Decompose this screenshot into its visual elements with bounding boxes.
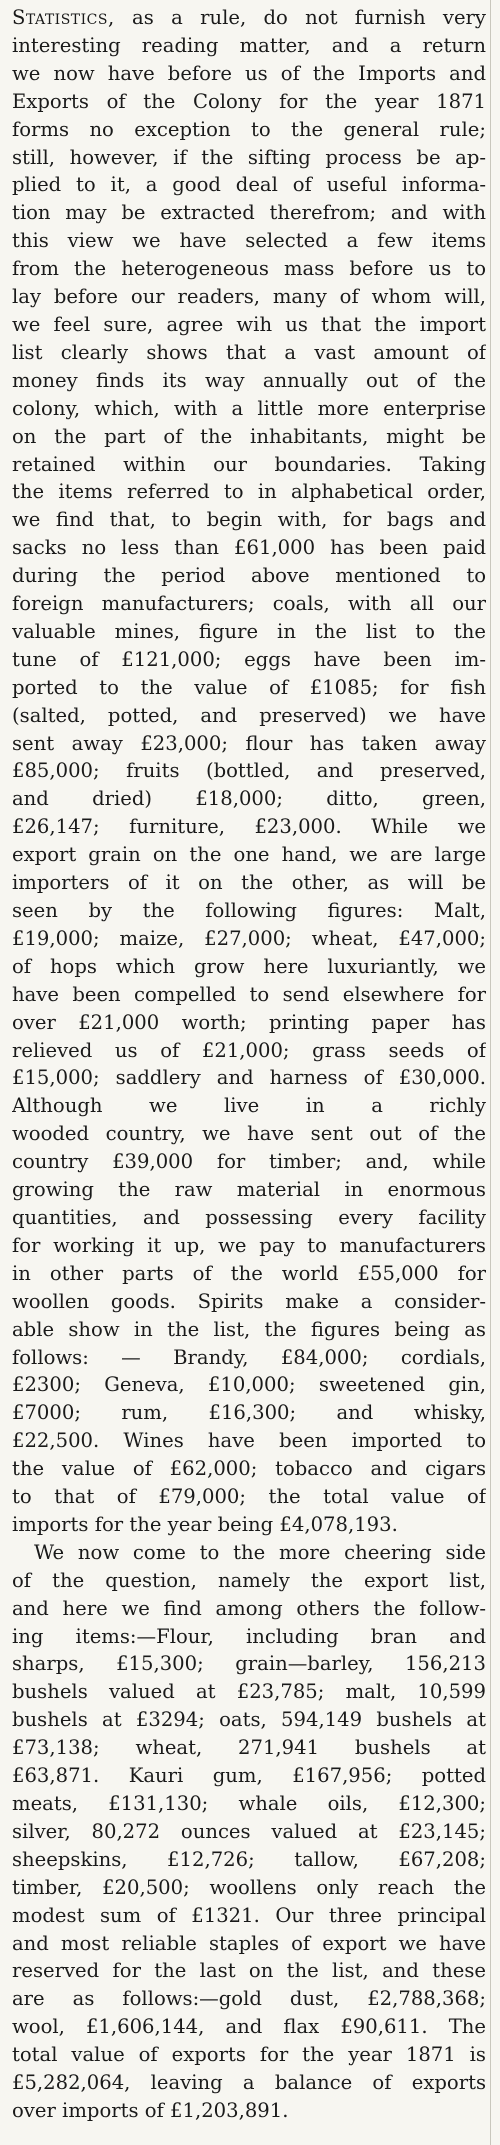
text-line [12,2041,486,2069]
text-line [12,1790,486,1818]
text-line [12,2097,486,2125]
text-line-content: forms no exception to the general rule; [12,117,486,141]
text-line-content: retained within our boundaries. Taking [12,452,486,476]
text-line [12,227,486,255]
paragraph-exports [12,1539,486,2125]
text-line [12,1176,486,1204]
text-line-content: wooded country, we have sent out of the [12,1122,486,1146]
text-line-content: and here we find among others the follow- [12,1596,486,1620]
text-line [12,60,486,88]
text-line [12,255,486,283]
text-line-content: Although we live in a richly [12,1094,486,1118]
text-line [12,730,486,758]
text-line-content: over imports of £1,203,891. [12,2098,289,2122]
text-line [12,451,486,479]
text-line-content: plied to it, a good deal of useful informa- [12,173,486,197]
text-line-content: sent away £23,000; flour has taken away [12,731,486,755]
text-line-content: sharps, £15,300; grain—barley, 156,213 [12,1652,486,1676]
text-line-content: this view we have selected a few items [12,229,486,253]
text-line [12,1957,486,1985]
text-line-content: total value of exports for the year 1871 is [12,2043,486,2067]
text-line [12,590,486,618]
text-line-content: lay before our readers, many of whom will, [12,285,486,309]
text-line-content: bushels valued at £23,785; malt, 10,599 [12,1680,486,1704]
text-line-content: growing the raw material in enormous [12,1178,486,1202]
text-line-content: foreign manufacturers; coals, with all our [12,592,486,616]
text-line [12,562,486,590]
text-line [12,116,486,144]
text-line [12,646,486,674]
text-line-content: during the period above mentioned to [12,564,486,588]
text-line-content: the items referred to in alphabetical order, [12,480,486,504]
text-line-content: Exports of the Colony for the year 1871 [12,89,486,113]
text-line [12,981,486,1009]
text-line-content: the value of £62,000; tobacco and cigars [12,1457,486,1481]
text-line-content: sheepskins, £12,726; tallow, £67,208; [12,1847,486,1871]
text-line [12,199,486,227]
text-line [12,1762,486,1790]
text-line-content: valuable mines, figure in the list to the [12,619,486,643]
text-line-content: export grain on the one hand, we are large [12,843,486,867]
text-line-content: importers of it on the other, as will be [12,871,486,895]
text-line-content: for working it up, we pay to manufacturers [12,1233,486,1257]
text-line [12,32,486,60]
text-line-content: sacks no less than £61,000 has been paid [12,536,486,560]
text-line-content: of the question, namely the export list, [12,1568,486,1592]
text-line-content: £2300; Geneva, £10,000; sweetened gin, [12,1373,486,1397]
text-line [12,1260,486,1288]
text-line [12,395,486,423]
text-line [12,1539,486,1567]
text-line [12,1678,486,1706]
text-line-content: wool, £1,606,144, and flax £90,611. The [12,2015,486,2039]
text-line-content: imports for the year being £4,078,193. [12,1512,398,1536]
text-line [12,618,486,646]
text-line [12,4,486,32]
text-line-content: (salted, potted, and preserved) we have [12,703,486,727]
text-line [12,1511,486,1539]
text-line-content: tion may be extracted therefrom; and with [12,201,486,225]
text-line [12,311,486,339]
text-line [12,869,486,897]
text-line [12,1985,486,2013]
text-line-content: follows: — Brandy, £84,000; cordials, [12,1345,486,1369]
text-line [12,1623,486,1651]
text-line-content: relieved us of £21,000; grass seeds of [12,1038,486,1062]
text-line-content: we now have before us of the Imports and [12,61,486,85]
text-line-content: £26,147; furniture, £23,000. While we [12,815,486,839]
text-line [12,757,486,785]
lead-word: Statistics, [12,6,115,29]
text-line [12,1009,486,1037]
text-line-content: from the heterogeneous mass before us to [12,257,486,281]
text-line-content: reserved for the last on the list, and these [12,1959,486,1983]
text-line [12,171,486,199]
text-line [12,2013,486,2041]
text-line-content: interesting reading matter, and a return [12,33,486,57]
text-line [12,841,486,869]
text-line [12,1483,486,1511]
text-line-content: and most reliable staples of export we have [12,1931,486,1955]
text-line-content: are as follows:—gold dust, £2,788,368; [12,1987,486,2011]
text-line-content: quantities, and possessing every facility [12,1205,486,1229]
text-line-content: tune of £121,000; eggs have been im- [12,647,486,671]
text-line-content: bushels at £3294; oats, 594,149 bushels at [12,1708,486,1732]
text-line-content: over £21,000 worth; printing paper has [12,1010,486,1034]
text-line-content: £85,000; fruits (bottled, and preserved, [12,759,486,783]
text-line-content: we find that, to begin with, for bags and [12,508,486,532]
text-line-content: timber, £20,500; woollens only reach the [12,1875,486,1899]
text-line-content: meats, £131,130; whale oils, £12,300; [12,1792,486,1815]
text-line [12,1567,486,1595]
text-line-content: in other parts of the world £55,000 for [12,1261,486,1285]
text-line-content: on the part of the inhabitants, might be [12,424,486,448]
text-line-content: woollen goods. Spirits make a consider- [12,1289,486,1313]
text-line [12,534,486,562]
text-line [12,674,486,702]
text-line-content: to that of £79,000; the total value of [12,1485,486,1509]
text-line [12,1148,486,1176]
text-line [12,1120,486,1148]
text-line [12,283,486,311]
text-line [12,1455,486,1483]
text-line-content: as a rule, do not furnish very [114,6,486,29]
text-line [12,339,486,367]
text-line [12,1734,486,1762]
text-line-content: seen by the following figures: Malt, [12,899,486,922]
text-line [12,1874,486,1902]
text-line-content: money finds its way annually out of the [12,368,486,392]
column-rule [490,0,491,2145]
paragraph-imports [12,4,486,1539]
text-line-content: colony, which, with a little more enterprise [12,396,486,420]
text-line [12,813,486,841]
text-line-content: £19,000; maize, £27,000; wheat, £47,000; [12,926,486,950]
text-line-content: £5,282,064, leaving a balance of exports [12,2071,486,2095]
text-line [12,702,486,730]
text-line-content: £22,500. Wines have been imported to [12,1429,486,1453]
text-line-content: We now come to the more cheering side [34,1540,486,1564]
text-line-content: list clearly shows that a vast amount of [12,340,486,364]
text-line [12,88,486,116]
text-line [12,1706,486,1734]
text-line-content: £15,000; saddlery and harness of £30,000. [12,1066,486,1090]
text-line [12,1902,486,1930]
text-line-content: of hops which grow here luxuriantly, we [12,954,486,978]
text-line [12,1399,486,1427]
text-line [12,478,486,506]
text-line [12,1818,486,1846]
text-line-content: modest sum of £1321. Our three principal [12,1903,486,1927]
text-line [12,144,486,172]
text-line [12,1232,486,1260]
text-line [12,1344,486,1372]
text-line [12,1930,486,1958]
text-line [12,1092,486,1120]
text-line [12,1037,486,1065]
text-line [12,1427,486,1455]
text-line [12,1288,486,1316]
text-line-content: £73,138; wheat, 271,941 bushels at [12,1736,486,1760]
text-line [12,785,486,813]
text-line-content: have been compelled to send elsewhere for [12,982,486,1006]
text-line [12,925,486,953]
text-line [12,506,486,534]
text-line [12,1204,486,1232]
text-line [12,1650,486,1678]
text-line [12,1064,486,1092]
text-line [12,953,486,981]
text-line [12,2069,486,2097]
text-line [12,1595,486,1623]
text-line-content: ported to the value of £1085; for fish [12,675,486,699]
text-line-content: country £39,000 for timber; and, while [12,1150,486,1174]
text-line [12,1846,486,1874]
text-line-content: £63,871. Kauri gum, £167,956; potted [12,1764,486,1788]
text-line [12,897,486,925]
text-line-content: and dried) £18,000; ditto, green, [12,787,486,811]
text-line [12,1316,486,1344]
text-line [12,423,486,451]
text-line-content: ing items:—Flour, including bran and [12,1624,486,1648]
text-line-content: £7000; rum, £16,300; and whisky, [12,1401,486,1425]
text-line-content: we feel sure, agree wih us that the import [12,312,486,336]
text-line [12,367,486,395]
text-line-content: still, however, if the sifting process be ap- [12,145,486,169]
text-line-content: silver, 80,272 ounces valued at £23,145; [12,1819,486,1843]
text-line [12,1371,486,1399]
text-line-content: able show in the list, the figures being as [12,1317,486,1341]
